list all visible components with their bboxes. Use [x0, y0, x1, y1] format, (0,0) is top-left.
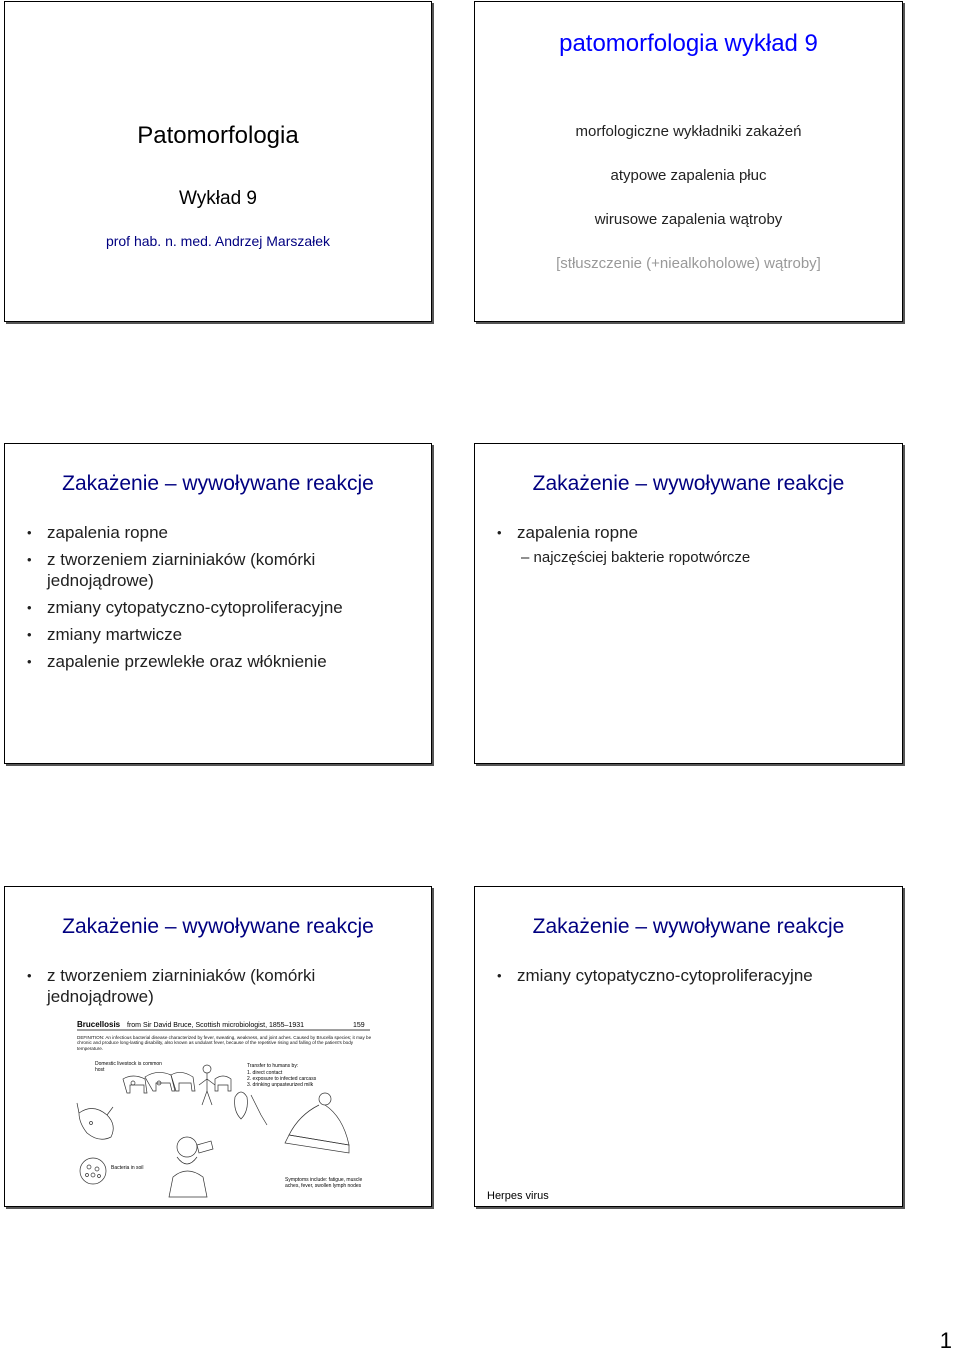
agenda-item: morfologiczne wykładniki zakażeń: [575, 123, 802, 140]
bullet-icon: •: [27, 552, 32, 567]
bullet-list: [495, 522, 892, 549]
figure-caption: Herpes virus: [487, 1190, 549, 1202]
bullet-icon: •: [27, 654, 32, 669]
bacteria-label: Bacteria in soil: [111, 1165, 144, 1171]
bullet-item: [495, 522, 892, 543]
livestock-label: Domestic livestock is common host: [95, 1061, 162, 1073]
transfer-item: 1. direct contact: [247, 1070, 283, 1076]
bullet-item: [25, 651, 421, 672]
bullet-text: zmiany cytopatyczno-cytoproliferacyjne: [517, 966, 813, 985]
transfer-label: Transfer to humans by:: [247, 1063, 299, 1069]
brucellosis-illustration: [75, 1017, 375, 1207]
bullet-item: [25, 522, 421, 543]
slide-agenda: [474, 1, 903, 322]
bullet-list: [25, 965, 421, 1013]
figure-definition: DEFINITION: An infectious bacterial disease characterized by fever, sweating, weakness, and joint aches. Caused by Brucella species; it may be chronic and produce long-lasting disability, also known as undulant fever, because of the repetitive rising and falling of the patient's body temperature.: [77, 1035, 372, 1051]
agenda-item: wirusowe zapalenia wątroby: [594, 211, 783, 228]
bullet-icon: •: [497, 525, 502, 540]
patient-drawing: [285, 1093, 349, 1153]
transfer-item: 2. exposure to infected carcass: [247, 1076, 317, 1082]
slide-title: [4, 1, 432, 322]
slide-granuloma: [4, 886, 432, 1207]
figure-heading: Brucellosis: [77, 1020, 121, 1029]
carcass-drawing: [235, 1092, 267, 1125]
agenda-item: atypowe zapalenia płuc: [610, 167, 767, 184]
symptoms-label: Symptoms include: fatigue, muscle aches, fever, swollen lymph nodes: [285, 1177, 363, 1189]
lecture-author: prof hab. n. med. Andrzej Marszałek: [105, 233, 331, 249]
bullet-list: [495, 965, 892, 992]
farmer-drawing: [199, 1065, 231, 1105]
slide-heading: Zakażenie – wywoływane reakcje: [532, 915, 845, 938]
lecture-title: Patomorfologia: [137, 122, 299, 149]
figure-page: 159: [353, 1022, 365, 1029]
bullet-text: zapalenia ropne: [47, 523, 168, 542]
sub-bullet: – najczęściej bakterie ropotwórcze: [521, 549, 751, 566]
bullet-text: z tworzeniem ziarniniaków (komórki jednojądrowe): [47, 550, 316, 590]
drinking-man-drawing: [169, 1137, 213, 1197]
slide-heading: Zakażenie – wywoływane reakcje: [532, 472, 845, 495]
page-number: 1: [939, 1328, 952, 1353]
bacteria-drawing: [80, 1158, 106, 1184]
agenda-title: patomorfologia wykład 9: [559, 30, 818, 57]
bullet-text: zmiany martwicze: [47, 625, 183, 644]
bullet-item: [25, 624, 421, 645]
bullet-text: zmiany cytopatyczno-cytoproliferacyjne: [47, 598, 343, 617]
bullet-text: zapalenia ropne: [517, 523, 638, 542]
livestock-label-box: [95, 1061, 165, 1077]
bullet-text: zapalenie przewlekłe oraz włóknienie: [47, 652, 327, 671]
bullet-icon: •: [27, 968, 32, 983]
bullet-item: [25, 549, 421, 591]
agenda-item-muted: [stłuszczenie (+niealkoholowe) wątroby]: [556, 255, 821, 272]
bullet-icon: •: [27, 525, 32, 540]
symptoms-label-box: [285, 1177, 365, 1205]
figure-definition-box: [77, 1035, 372, 1059]
bullet-text: z tworzeniem ziarniniaków (komórki jednojądrowe): [47, 966, 316, 1006]
bullet-item: [25, 965, 421, 1007]
bullet-icon: •: [497, 968, 502, 983]
bullet-icon: •: [27, 600, 32, 615]
transfer-item: 3. drinking unpasteurized milk: [247, 1082, 314, 1088]
slide-reactions-list: [4, 443, 432, 764]
bullet-list: [25, 522, 421, 678]
figure-heading-rest: from Sir David Bruce, Scottish microbiologist, 1855–1931: [127, 1022, 305, 1029]
cow-head-drawing: [77, 1103, 113, 1139]
slide-purulent: [474, 443, 903, 764]
bullet-icon: •: [27, 627, 32, 642]
slide-heading: Zakażenie – wywoływane reakcje: [62, 472, 374, 495]
slide-cytopathic: [474, 886, 903, 1207]
bullet-item: [25, 597, 421, 618]
bullet-item: [495, 965, 892, 986]
bacteria-label-box: [111, 1165, 151, 1181]
lecture-number: Wykład 9: [179, 188, 257, 209]
slide-heading: Zakażenie – wywoływane reakcje: [62, 915, 374, 938]
